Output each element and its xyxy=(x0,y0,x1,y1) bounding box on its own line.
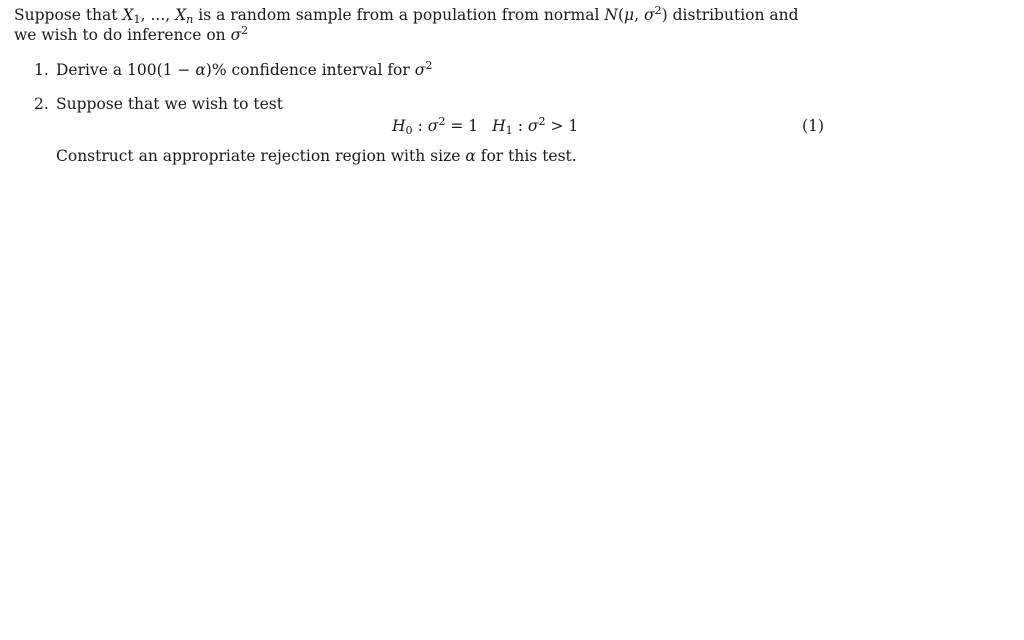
item-text: )% confidence interval for xyxy=(205,61,415,80)
alpha-symbol: α xyxy=(195,61,206,80)
item-number: 1. xyxy=(34,61,49,80)
alpha-symbol: α xyxy=(465,146,476,165)
intro-text: Suppose that xyxy=(14,6,123,24)
item-text: Suppose that we wish to test xyxy=(56,95,283,114)
item-text: Derive a 100(1 − xyxy=(56,61,196,80)
equation-number: (1) xyxy=(802,116,824,135)
intro-text: distribution and we wish to do inference on xyxy=(14,6,799,45)
list-item xyxy=(14,60,824,80)
var-xn: $X_n$ xyxy=(175,6,194,26)
question-list xyxy=(14,60,824,165)
intro-text: is a random sample from a population from normal xyxy=(193,6,605,24)
list-item xyxy=(14,94,824,165)
problem-intro xyxy=(14,5,824,45)
var-x1: $X_1$ xyxy=(122,6,141,26)
document-page xyxy=(14,5,824,166)
hypothesis-equation-row xyxy=(56,115,824,139)
ellipsis-separator: , ..., xyxy=(140,6,176,24)
normal-distribution: N(μ, $\sigma^2$) xyxy=(604,3,668,24)
variance-symbol: $\sigma^2$ xyxy=(414,59,433,80)
hypothesis-equation: $H_0$ : $\sigma^2 = 1$ $H_1$ : $\sigma^2 > 1$ xyxy=(392,114,579,137)
item-followup-text: Construct an appropriate rejection region with size α for this test. xyxy=(56,146,577,165)
variance-symbol: $\sigma^2$ xyxy=(230,24,249,45)
item-number: 2. xyxy=(34,95,49,114)
